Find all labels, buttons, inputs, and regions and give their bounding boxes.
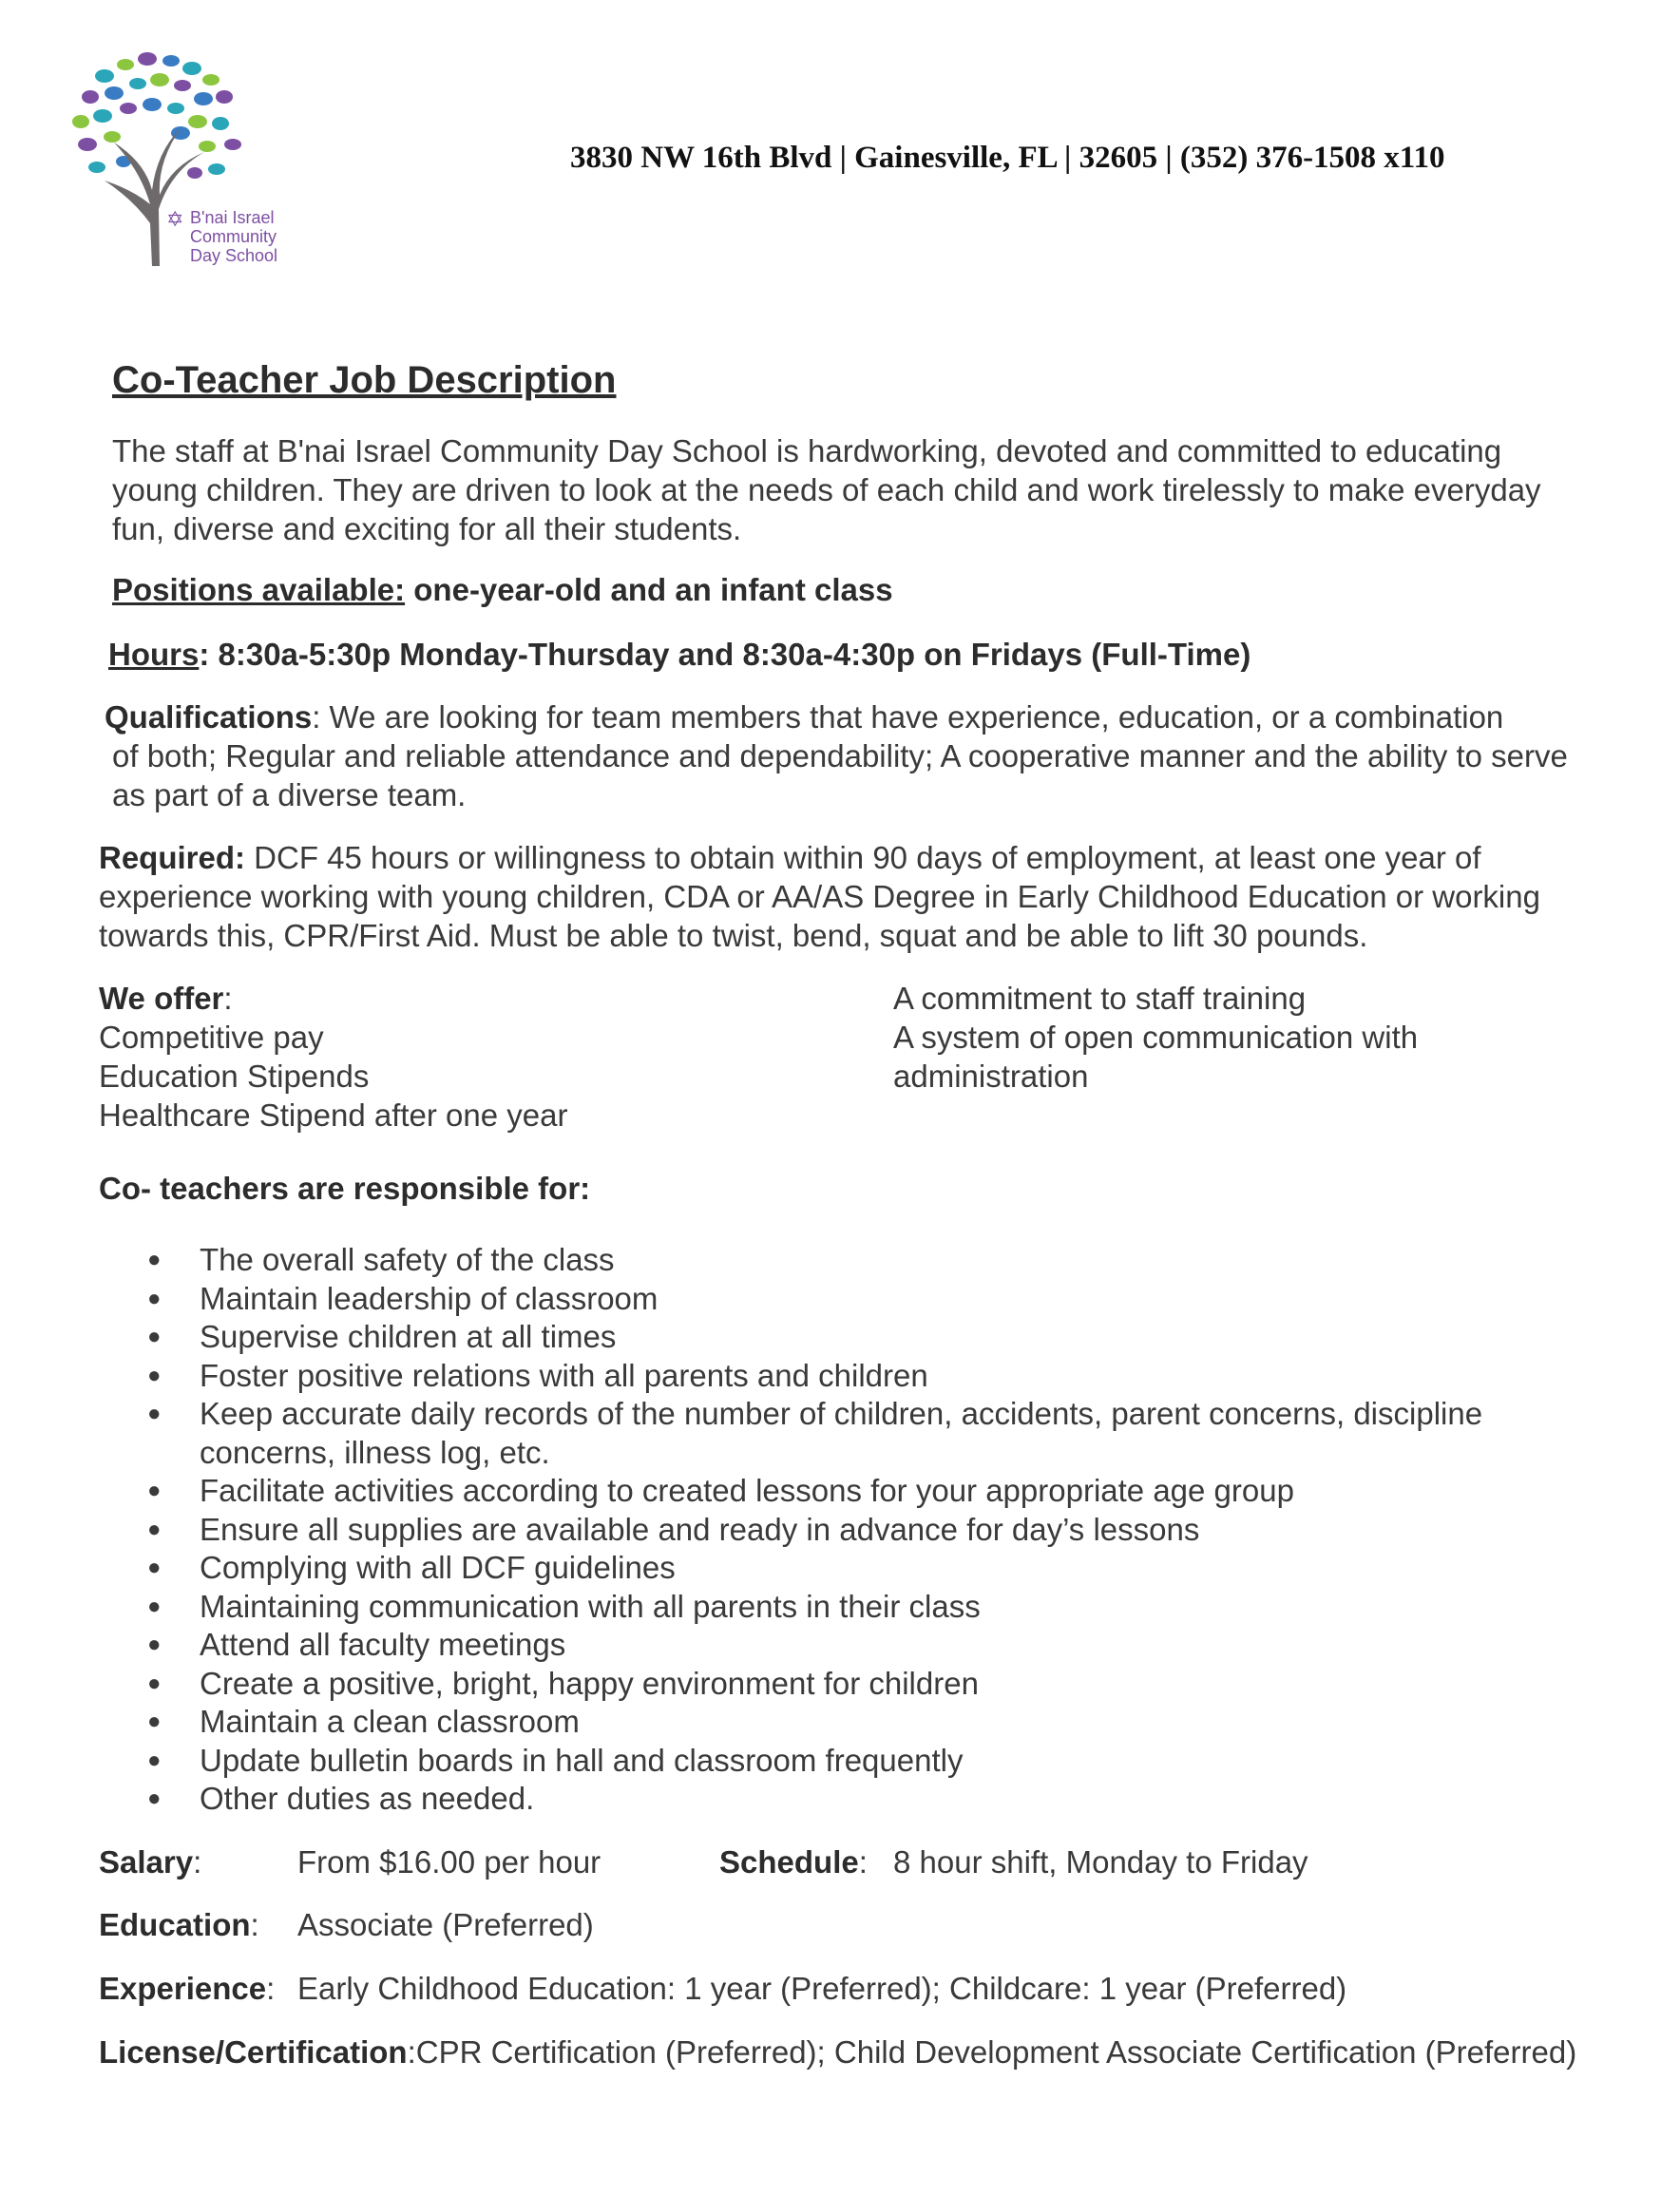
- qualifications: [105, 697, 1596, 814]
- bullet-icon: ●: [147, 1593, 162, 1619]
- tree-logo-icon: [38, 38, 285, 276]
- positions-available: [112, 570, 893, 609]
- required-label: Required:: [99, 840, 246, 875]
- page-title: Co-Teacher Job Description: [112, 359, 617, 401]
- license-value: :CPR Certification (Preferred); Child Development Associate Certification (Preferred): [407, 2034, 1577, 2070]
- list-item: ● Keep accurate daily records of the number of children, accidents, parent concerns, discipline concerns, illness log, etc.: [147, 1396, 1483, 1470]
- logo-text-line-2: Community: [190, 227, 277, 246]
- list-item: ● Create a positive, bright, happy environment for children: [147, 1665, 1573, 1704]
- offer-item: A commitment to staff training: [893, 981, 1307, 1016]
- bullet-icon: ●: [147, 1362, 162, 1388]
- list-item: ● Complying with all DCF guidelines: [147, 1549, 1573, 1588]
- required-value: DCF 45 hours or willingness to obtain within 90 days of employment, at least one year of experience working with young children, CDA or AA/AS Degree in Early Childhood Education or working towards this, CPR/First Aid. Must be able to twist, bend, squat and be able to lift 30 pounds.: [99, 840, 1540, 953]
- offer-label: We offer: [99, 981, 224, 1016]
- bullet-icon: ●: [147, 1708, 162, 1734]
- positions-label: Positions available:: [112, 572, 406, 607]
- list-item: ● Update bulletin boards in hall and classroom frequently: [147, 1742, 1573, 1781]
- logo-text-line-1: B'nai Israel: [190, 208, 275, 227]
- education-label: Education:: [99, 1907, 259, 1942]
- list-item: ● Maintaining communication with all parents in their class: [147, 1588, 1573, 1627]
- experience-value: Early Childhood Education: 1 year (Preferred); Childcare: 1 year (Preferred): [297, 1971, 1347, 2006]
- hours: [108, 635, 1250, 674]
- salary-value: From $16.00 per hour: [297, 1844, 601, 1880]
- qualifications-rest: of both; Regular and reliable attendance and dependability; A cooperative manner and the ability to serve as part of a diverse team.: [112, 738, 1568, 812]
- qualifications-label: Qualifications: [105, 699, 313, 735]
- star-of-david-icon: ✡: [166, 208, 184, 232]
- school-logo: [38, 38, 285, 276]
- list-item: ● Maintain leadership of classroom: [147, 1280, 1573, 1319]
- offer-item: Competitive pay: [99, 1020, 324, 1055]
- bullet-icon: ●: [147, 1324, 162, 1349]
- school-address: 3830 NW 16th Blvd | Gainesville, FL | 32605 | (352) 376-1508 x110: [570, 141, 1445, 175]
- offer-list-right: [893, 979, 1501, 1096]
- schedule-label: Schedule:: [719, 1844, 868, 1880]
- list-item: ● Other duties as needed.: [147, 1780, 1573, 1819]
- bullet-icon: ●: [147, 1555, 162, 1580]
- salary-label: Salary:: [99, 1844, 202, 1880]
- bullet-icon: ●: [147, 1632, 162, 1657]
- offer-colon: :: [223, 981, 233, 1016]
- offer-list-left: [99, 979, 567, 1135]
- offer-item: Education Stipends: [99, 1059, 370, 1094]
- intro-paragraph: The staff at B'nai Israel Community Day School is hardworking, devoted and committed to educating young children. They are driven to look at the needs of each child and work tirelessly to make everyday fun, diverse and exciting for all their students.: [112, 433, 1541, 546]
- list-item: ● Maintain a clean classroom: [147, 1703, 1573, 1742]
- bullet-icon: ●: [147, 1401, 162, 1426]
- list-item: ● Foster positive relations with all parents and children: [147, 1357, 1573, 1396]
- license-label: License/Certification: [99, 2034, 408, 2070]
- bullet-icon: ●: [147, 1247, 162, 1272]
- bullet-icon: ●: [147, 1285, 162, 1311]
- offer-item: A system of open communication with administration: [893, 1020, 1419, 1094]
- hours-label: Hours: [108, 637, 200, 672]
- bullet-icon: ●: [147, 1746, 162, 1773]
- logo-text-line-3: Day School: [190, 246, 278, 265]
- list-item: ● Facilitate activities according to created lessons for your appropriate age group: [147, 1472, 1573, 1511]
- bullet-icon: ●: [147, 1516, 162, 1542]
- bullet-icon: ●: [147, 1478, 162, 1503]
- hours-value: : 8:30a-5:30p Monday-Thursday and 8:30a-4:30p on Fridays (Full-Time): [199, 637, 1251, 672]
- responsibilities-list: [147, 1241, 1573, 1819]
- list-item: ● Ensure all supplies are available and ready in advance for day’s lessons: [147, 1511, 1573, 1550]
- bullet-icon: ●: [147, 1785, 162, 1811]
- schedule-value: 8 hour shift, Monday to Friday: [893, 1844, 1308, 1880]
- responsibilities-heading: Co- teachers are responsible for:: [99, 1171, 591, 1206]
- list-item: ● Supervise children at all times: [147, 1318, 1573, 1357]
- requirements: [99, 838, 1619, 955]
- tree-leaves: [72, 52, 241, 179]
- bullet-icon: ●: [147, 1670, 162, 1696]
- offer-item: Healthcare Stipend after one year: [99, 1098, 568, 1133]
- experience-label: Experience:: [99, 1971, 276, 2006]
- license-certification: [99, 2033, 1619, 2071]
- list-item: ● The overall safety of the class: [147, 1241, 1573, 1280]
- list-item: ● Attend all faculty meetings: [147, 1626, 1573, 1665]
- positions-value: one-year-old and an infant class: [405, 572, 893, 607]
- education-value: Associate (Preferred): [297, 1907, 594, 1942]
- qualifications-first-line: : We are looking for team members that have experience, education, or a combination: [312, 699, 1504, 735]
